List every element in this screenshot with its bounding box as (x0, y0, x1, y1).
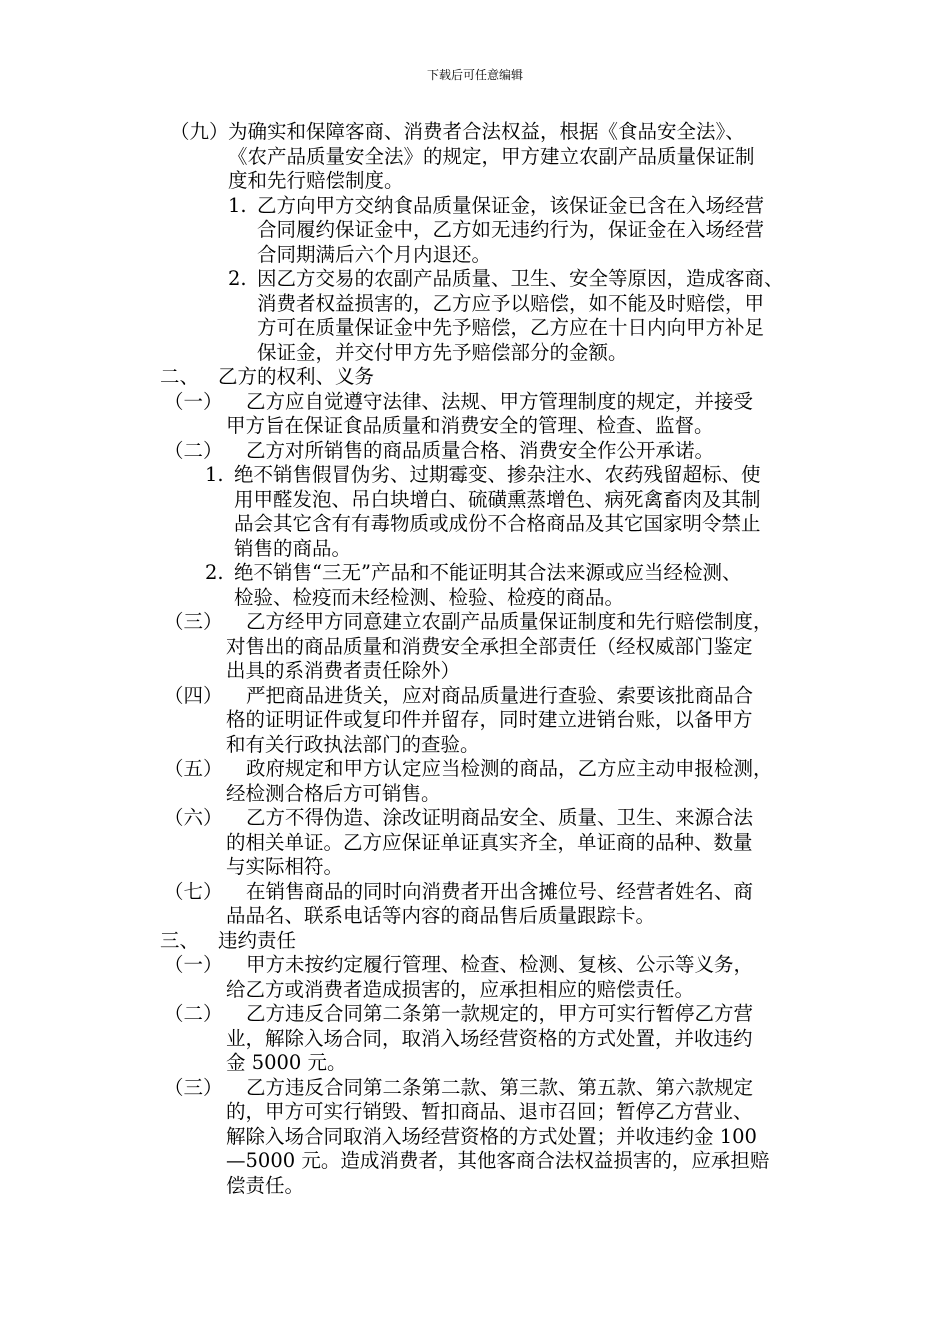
clause-item (164, 1075, 950, 1199)
clause-text: 乙方违反合同第二条第一款规定的，甲方可实行暂停乙方营 业，解除入场合同，取消入场经营资格的方式处置，并收违约 金 5000 元。 (226, 1002, 754, 1074)
section-heading (160, 928, 950, 954)
clause-text: 乙方违反合同第二条第二款、第三款、第五款、第六款规定 的，甲方可实行销毁、暂扣商品、退市召回；暂停乙方营业、 解除入场合同取消入场经营资格的方式处置；并收违约金 100 —5000 元。造成消费者，其他客商合法权益损害的，应承担赔 偿责任。 (226, 1075, 770, 1197)
clause-text: 乙方对所销售的商品质量合格、消费安全作公开承诺。 (246, 438, 715, 462)
document-body (0, 120, 950, 1198)
list-item-text: 绝不销售假冒伪劣、过期霉变、掺杂注水、农药残留超标、使 用甲醛发泡、吊白块增白、硫磺熏蒸增色、病死禽畜肉及其制 品会其它含有有毒物质或成份不合格商品及其它国家明令禁止 销售的商品。 (234, 463, 761, 560)
clause-item (164, 438, 950, 464)
list-item (228, 267, 950, 365)
list-item-text: 乙方向甲方交纳食品质量保证金，该保证金已含在入场经营 合同履约保证金中，乙方如无违约行为，保证金在入场经营 合同期满后六个月内退还。 (257, 193, 765, 266)
clause-marker: （二） (164, 438, 223, 462)
clause-text: 严把商品进货关，应对商品质量进行查验、索要该批商品合 格的证明证件或复印件并留存，同时建立进销台账，以备甲方 和有关行政执法部门的查验。 (226, 683, 754, 756)
clause-marker: （三） (164, 610, 223, 633)
clause-nine (170, 120, 950, 194)
list-item (205, 463, 950, 561)
list-item (205, 561, 950, 610)
clause-item (164, 1002, 950, 1076)
section-number: 三、 (160, 928, 200, 952)
clause-marker: （四） (164, 683, 223, 707)
section-number: 二、 (160, 365, 200, 388)
list-item-text: 因乙方交易的农副产品质量、卫生、安全等原因，造成客商、 消费者权益损害的，乙方应予以赔偿，如不能及时赔偿，甲 方可在质量保证金中先予赔偿，乙方应在十日内向甲方补足 保证金，并交付甲方先予赔偿部分的金额。 (257, 267, 784, 364)
clause-item (164, 610, 950, 684)
list-item (228, 193, 950, 268)
list-number: 2. (205, 561, 224, 584)
list-number: 2. (228, 267, 247, 290)
clause-item (164, 879, 950, 929)
clause-marker: （三） (164, 1075, 223, 1099)
list-number: 1. (228, 193, 247, 217)
clause-item (164, 389, 950, 439)
clause-marker: （九） (170, 120, 229, 143)
clause-marker: （二） (164, 1002, 223, 1025)
clause-item (164, 806, 950, 880)
clause-text: 乙方应自觉遵守法律、法规、甲方管理制度的规定，并接受 甲方旨在保证食品质量和消费安全的管理、检查、监督。 (226, 389, 754, 437)
clause-text: 乙方不得伪造、涂改证明商品安全、质量、卫生、来源合法 的相关单证。乙方应保证单证真实齐全，单证商的品种、数量 与实际相符。 (226, 806, 754, 878)
clause-marker: （一） (164, 389, 223, 413)
list-item-text: 绝不销售“三无”产品和不能证明其合法来源或应当经检测、 检验、检疫而未经检测、检验、检疫的商品。 (234, 561, 742, 609)
list-number: 1. (205, 463, 224, 486)
clause-item (164, 683, 950, 758)
page-header: 下载后可任意编辑 (426, 68, 523, 82)
section-title: 乙方的权利、义务 (218, 365, 375, 388)
clause-marker: （七） (164, 879, 223, 903)
clause-text: 为确实和保障客商、消费者合法权益，根据《食品安全法》、 《农产品质量安全法》的规定，甲方建立农副产品质量保证制 度和先行赔偿制度。 (228, 120, 755, 192)
clause-text: 在销售商品的同时向消费者开出含摊位号、经营者姓名、商 品品名、联系电话等内容的商品售后质量跟踪卡。 (226, 879, 754, 927)
clause-marker: （五） (164, 757, 223, 780)
clause-item (164, 953, 950, 1002)
clause-text: 甲方未按约定履行管理、检查、检测、复核、公示等义务， 给乙方或消费者造成损害的，应承担相应的赔偿责任。 (226, 953, 754, 1001)
section-heading (160, 365, 950, 390)
clause-text: 乙方经甲方同意建立农副产品质量保证制度和先行赔偿制度， 对售出的商品质量和消费安全承担全部责任（经权威部门鉴定 出具的系消费者责任除外） (226, 610, 773, 682)
section-title: 违约责任 (218, 928, 297, 952)
clause-marker: （六） (164, 806, 223, 829)
clause-text: 政府规定和甲方认定应当检测的商品，乙方应主动申报检测， 经检测合格后方可销售。 (226, 757, 773, 805)
clause-marker: （一） (164, 953, 223, 976)
clause-item (164, 757, 950, 806)
